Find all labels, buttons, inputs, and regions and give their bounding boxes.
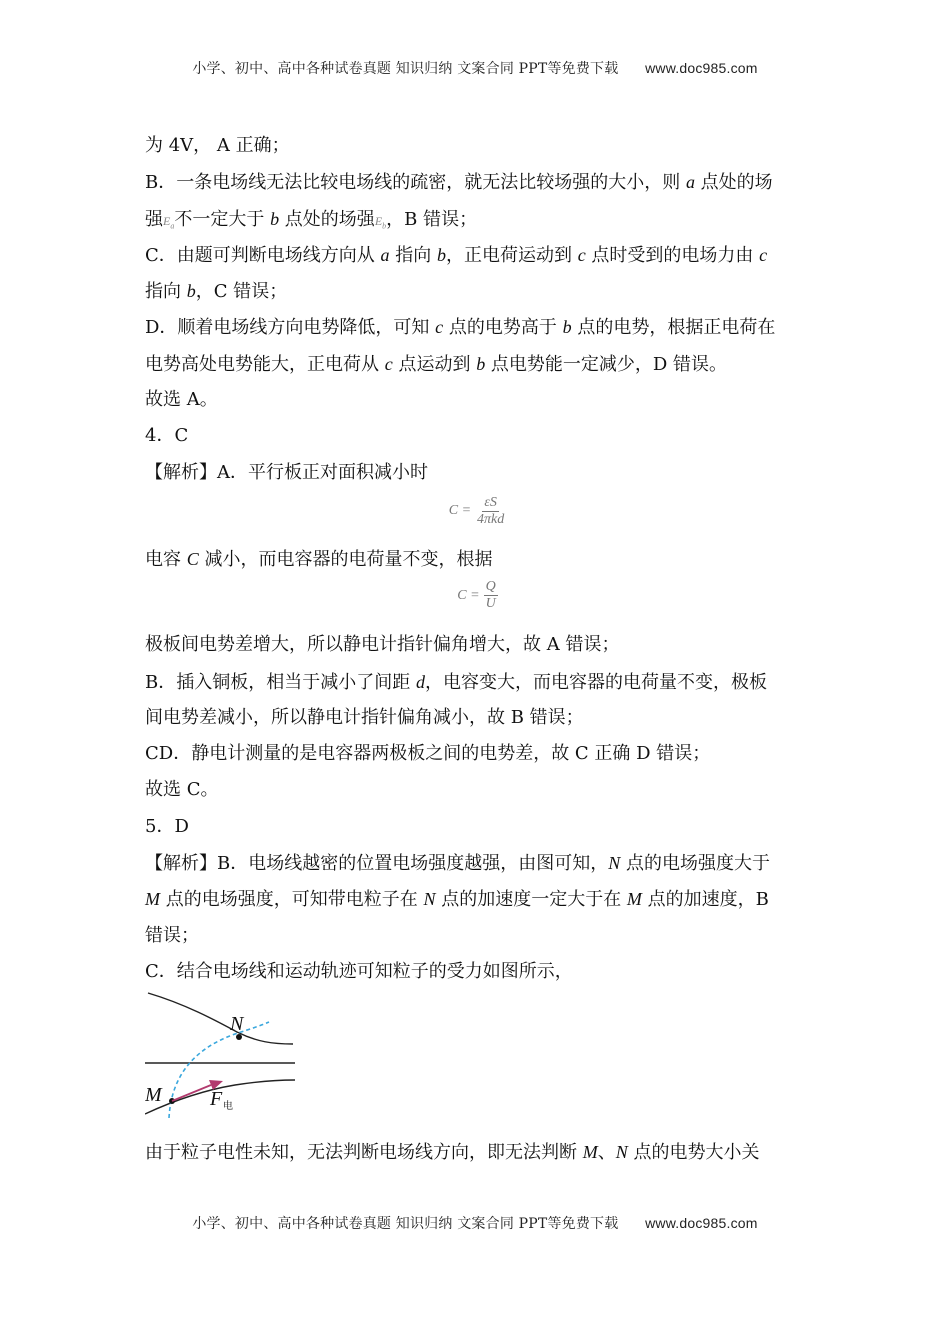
symbol-eb bbox=[375, 214, 386, 228]
text: 指向 bbox=[389, 244, 437, 266]
fraction bbox=[457, 579, 497, 612]
text: 点运动到 bbox=[392, 353, 477, 375]
italic-var: b bbox=[270, 208, 280, 229]
formula-capacitance bbox=[145, 491, 810, 541]
text: 电势高处电势能大，正电荷从 bbox=[145, 353, 385, 375]
label-f: F bbox=[210, 1088, 223, 1111]
text: 点的加速度一定大于在 bbox=[435, 889, 627, 911]
label-n: N bbox=[230, 1013, 244, 1036]
field-line-figure bbox=[145, 990, 810, 1130]
text-line: 故选 A。 bbox=[145, 389, 218, 411]
italic-var: C bbox=[186, 548, 199, 569]
italic-var: b bbox=[562, 317, 572, 338]
text: 点处的场 bbox=[694, 172, 773, 194]
text: 电容 bbox=[145, 548, 187, 570]
text: 指向 bbox=[145, 281, 187, 303]
text: B．插入铜板，相当于减小了间距 bbox=[145, 671, 416, 693]
italic-var: M bbox=[582, 1142, 598, 1163]
fraction-body bbox=[484, 579, 498, 612]
text: 点电势能一定减少，D 错误。 bbox=[485, 353, 728, 375]
text-line: 错误； bbox=[145, 924, 199, 946]
symbol-main: E bbox=[163, 213, 171, 228]
italic-var: a bbox=[685, 172, 695, 193]
italic-var: M bbox=[626, 889, 642, 910]
numerator: εS bbox=[484, 494, 497, 510]
text: D．顺着电场线方向电势降低，可知 bbox=[145, 317, 436, 339]
page-footer bbox=[0, 1213, 950, 1233]
italic-var: c bbox=[577, 244, 586, 265]
page-header bbox=[0, 58, 950, 78]
text: 强 bbox=[145, 208, 163, 230]
upper-field-line bbox=[148, 993, 293, 1044]
italic-var: N bbox=[423, 889, 436, 910]
italic-var: c bbox=[384, 353, 393, 374]
symbol-sub: a bbox=[170, 220, 175, 230]
question-number: 4．C bbox=[145, 425, 189, 447]
question-number: 5．D bbox=[145, 815, 189, 837]
numerator: Q bbox=[485, 579, 496, 595]
text-line bbox=[145, 164, 810, 200]
text-line: 极板间电势差增大，所以静电计指针偏角增大，故 A 错误； bbox=[145, 634, 620, 656]
label-f-sub: 电 bbox=[223, 1101, 233, 1113]
formula-c-q-u bbox=[145, 577, 810, 627]
text: ，C 错误； bbox=[195, 281, 288, 303]
text: 点的电势，根据正电荷在 bbox=[571, 317, 776, 339]
text: 【解析】B．电场线越密的位置电场强度越强，由图可知， bbox=[145, 853, 609, 875]
header-url[interactable]: www.doc985.com bbox=[645, 60, 758, 76]
footer-url[interactable]: www.doc985.com bbox=[645, 1215, 758, 1231]
label-m: M bbox=[145, 1084, 162, 1107]
text-line bbox=[145, 664, 810, 700]
text: B．一条电场线无法比较电场线的疏密，就无法比较场强的大小，则 bbox=[145, 172, 686, 194]
fraction-body bbox=[475, 495, 506, 528]
italic-var: N bbox=[615, 1142, 628, 1163]
text-line bbox=[145, 237, 810, 273]
field-line-diagram bbox=[145, 990, 315, 1130]
text-line: CD．静电计测量的是电容器两极板之间的电势差，故 C 正确 D 错误； bbox=[145, 743, 711, 765]
text-line bbox=[145, 128, 810, 164]
text-line bbox=[145, 845, 810, 881]
text: 、 bbox=[597, 1142, 616, 1164]
italic-var: b bbox=[436, 244, 446, 265]
denominator: 4πkd bbox=[477, 511, 505, 527]
footer-text: 小学、初中、高中各种试卷真题 知识归纳 文案合同 PPT等免费下载 bbox=[192, 1216, 619, 1232]
formula-lhs: C = bbox=[448, 503, 472, 519]
text: 点的电势大小关 bbox=[627, 1142, 760, 1164]
force-arrow-shaft bbox=[172, 1085, 211, 1101]
text: 点的电势高于 bbox=[443, 317, 563, 339]
italic-var: d bbox=[415, 671, 425, 692]
text: 点的加速度，B bbox=[641, 889, 769, 911]
italic-var: b bbox=[186, 281, 196, 302]
italic-var: c bbox=[759, 244, 768, 265]
text: 点的电场强度大于 bbox=[620, 853, 770, 875]
text-line bbox=[145, 201, 810, 237]
text-line: 【解析】A．平行板正对面积减小时 bbox=[145, 461, 428, 483]
text-line bbox=[145, 1134, 810, 1170]
italic-var: M bbox=[145, 889, 160, 910]
text: 由于粒子电性未知，无法判断电场线方向，即无法判断 bbox=[145, 1142, 583, 1164]
text: ，电容变大，而电容器的电荷量不变，极板 bbox=[424, 671, 767, 693]
text-line bbox=[145, 309, 810, 345]
italic-var: c bbox=[435, 317, 444, 338]
text-line bbox=[145, 346, 810, 382]
text-line bbox=[145, 273, 810, 309]
text-line: 故选 C。 bbox=[145, 779, 219, 801]
formula-lhs: C = bbox=[457, 587, 480, 603]
text: ，B 错误； bbox=[386, 208, 478, 230]
text: 不一定大于 bbox=[174, 208, 271, 230]
text: A 正确； bbox=[211, 135, 290, 156]
text: 点处的场强 bbox=[279, 208, 375, 230]
symbol-sub: b bbox=[382, 220, 387, 230]
text-line: C．结合电场线和运动轨迹可知粒子的受力如图所示， bbox=[145, 960, 573, 982]
symbol-main: E bbox=[374, 213, 383, 228]
header-text: 小学、初中、高中各种试卷真题 知识归纳 文案合同 PPT等免费下载 bbox=[192, 61, 619, 77]
italic-var: a bbox=[380, 244, 390, 265]
symbol-ea bbox=[163, 214, 174, 228]
text: 减小，而电容器的电荷量不变，根据 bbox=[198, 548, 493, 570]
text: ，正电荷运动到 bbox=[445, 244, 578, 266]
text-line bbox=[145, 541, 810, 577]
text: 为 4V， bbox=[145, 135, 212, 156]
italic-var: N bbox=[608, 853, 621, 874]
italic-var: b bbox=[476, 353, 486, 374]
document-body bbox=[145, 128, 810, 1171]
text-line bbox=[145, 881, 810, 917]
fraction bbox=[449, 495, 507, 528]
denominator: U bbox=[485, 596, 496, 612]
text: 点的电场强度，可知带电粒子在 bbox=[160, 889, 424, 911]
text-line: 间电势差减小，所以静电计指针偏角减小，故 B 错误； bbox=[145, 706, 584, 728]
text: C．由题可判断电场线方向从 bbox=[145, 244, 381, 266]
text: 点时受到的电场力由 bbox=[585, 244, 760, 266]
